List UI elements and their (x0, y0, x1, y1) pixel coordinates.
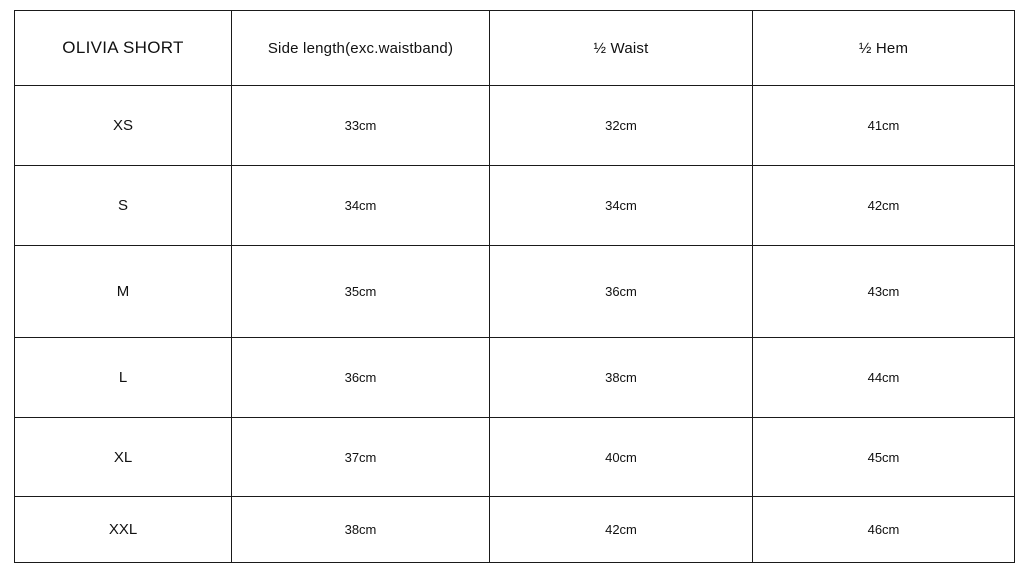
side-length-cell: 34cm (232, 166, 490, 246)
side-length-cell: 35cm (232, 246, 490, 338)
side-length-header: Side length(exc.waistband) (232, 11, 490, 86)
half-waist-cell: 34cm (490, 166, 753, 246)
half-waist-cell: 40cm (490, 418, 753, 497)
size-cell: M (15, 246, 232, 338)
header-row (15, 11, 1015, 86)
table-row (15, 418, 1015, 497)
half-hem-cell: 45cm (753, 418, 1015, 497)
table-row (15, 497, 1015, 563)
size-cell: S (15, 166, 232, 246)
side-length-cell: 37cm (232, 418, 490, 497)
size-cell: XXL (15, 497, 232, 563)
table-row (15, 166, 1015, 246)
half-waist-cell: 38cm (490, 338, 753, 418)
side-length-cell: 33cm (232, 86, 490, 166)
table-row (15, 246, 1015, 338)
size-cell: XS (15, 86, 232, 166)
size-cell: XL (15, 418, 232, 497)
half-waist-cell: 32cm (490, 86, 753, 166)
size-chart-table (14, 10, 1015, 563)
half-hem-cell: 41cm (753, 86, 1015, 166)
table-row (15, 338, 1015, 418)
size-cell: L (15, 338, 232, 418)
half-hem-cell: 44cm (753, 338, 1015, 418)
half-hem-header: ½ Hem (753, 11, 1015, 86)
side-length-cell: 36cm (232, 338, 490, 418)
half-waist-cell: 42cm (490, 497, 753, 563)
half-waist-header: ½ Waist (490, 11, 753, 86)
product-name-header: OLIVIA SHORT (15, 11, 232, 86)
half-hem-cell: 46cm (753, 497, 1015, 563)
half-waist-cell: 36cm (490, 246, 753, 338)
table-row (15, 86, 1015, 166)
side-length-cell: 38cm (232, 497, 490, 563)
half-hem-cell: 42cm (753, 166, 1015, 246)
half-hem-cell: 43cm (753, 246, 1015, 338)
